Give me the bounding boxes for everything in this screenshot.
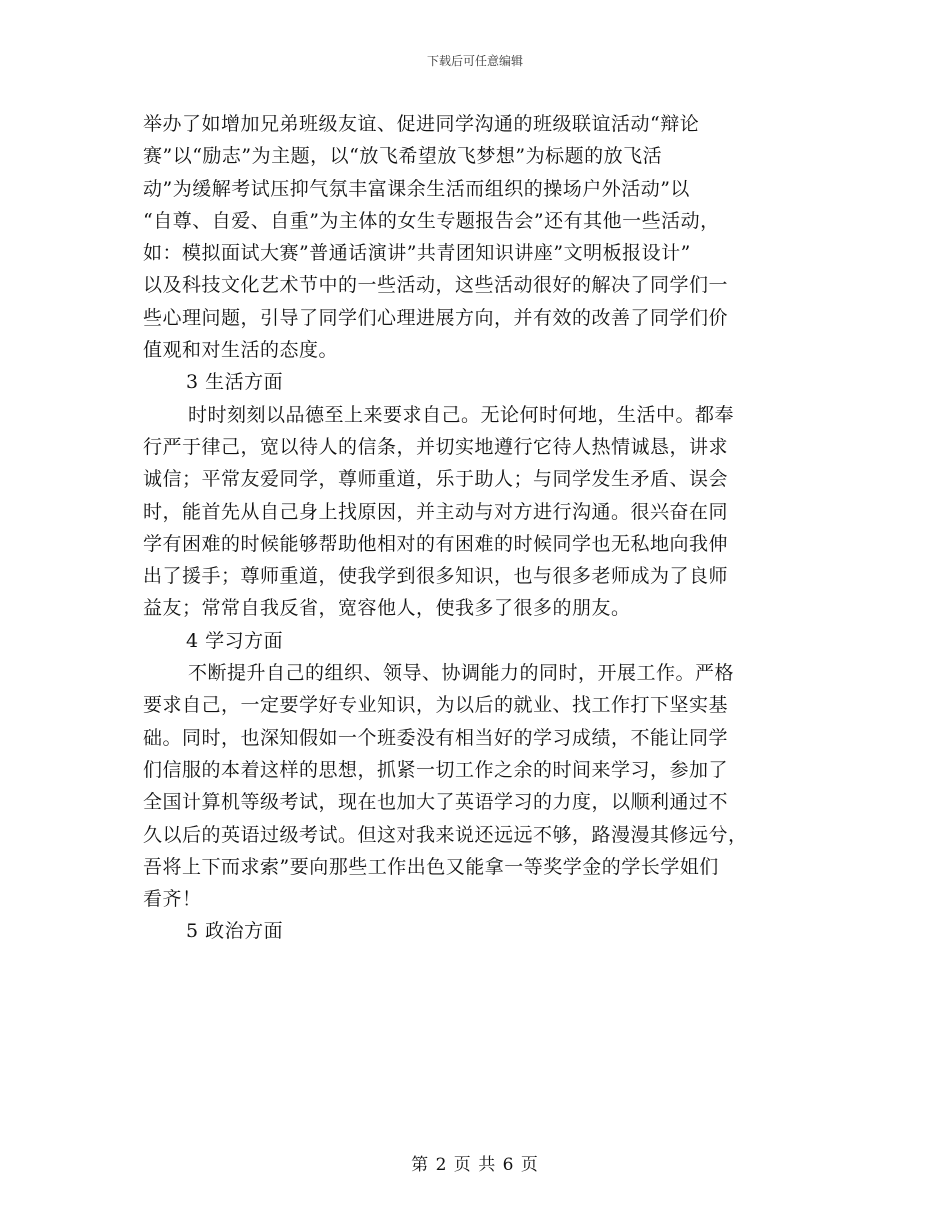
text-line: 久以后的英语过级考试。但这对我来说还远远不够，路漫漫其修远兮， [143,823,748,846]
paragraph-first-line: 时时刻刻以品德至上来要求自己。无论何时何地，生活中。都奉 [188,403,735,426]
section-heading: 3 生活方面 [186,371,284,394]
text-line: 看齐！ [143,888,202,911]
text-line: 赛”以“励志”为主题，以“放飞希望放飞梦想”为标题的放飞活 [143,145,663,168]
text-line: 出了援手；尊师重道，使我学到很多知识，也与很多老师成为了良师 [143,565,729,588]
text-line: 些心理问题，引导了同学们心理进展方向，并有效的改善了同学们价 [143,306,729,329]
text-line: 全国计算机等级考试，现在也加大了英语学习的力度，以顺利通过不 [143,791,729,814]
text-line: 学有困难的时候能够帮助他相对的有困难的时候同学也无私地向我伸 [143,532,729,555]
text-line: 以及科技文化艺术节中的一些活动，这些活动很好的解决了同学们一 [143,274,729,297]
text-line: 础。同时，也深知假如一个班委没有相当好的学习成绩，不能让同学 [143,726,729,749]
page-number-footer: 第 2 页 共 6 页 [411,1155,539,1175]
text-line: 益友；常常自我反省，宽容他人，使我多了很多的朋友。 [143,597,631,620]
text-line: 举办了如增加兄弟班级友谊、促进同学沟通的班级联谊活动“辩论 [143,113,700,135]
text-line: 时，能首先从自己身上找原因，并主动与对方进行沟通。很兴奋在同 [143,500,729,523]
text-line: 如：模拟面试大赛”普通话演讲”共青团知识讲座”文明板报设计” [143,242,691,265]
text-line: 们信服的本着这样的思想，抓紧一切工作之余的时间来学习，参加了 [143,758,729,781]
section-heading: 4 学习方面 [186,629,284,652]
text-line: 诚信；平常友爱同学，尊师重道，乐于助人；与同学发生矛盾、误会 [143,468,729,491]
section-heading: 5 政治方面 [186,920,284,943]
text-line: “自尊、自爱、自重”为主体的女生专题报告会”还有其他一些活动， [143,209,720,232]
text-line: 值观和对生活的态度。 [143,339,339,362]
text-line: 动”为缓解考试压抑气氛丰富课余生活而组织的操场户外活动”以 [143,177,690,200]
page-header: 下载后可任意编辑 [426,54,523,68]
paragraph-first-line: 不断提升自己的组织、领导、协调能力的同时，开展工作。严格 [188,662,735,685]
text-line: 要求自己，一定要学好专业知识，为以后的就业、找工作打下坚实基 [143,694,729,717]
text-line: 行严于律己，宽以待人的信条，并切实地遵行它待人热情诚恳，讲求 [143,435,729,458]
document-body [143,108,808,948]
text-line: 吾将上下而求索”要向那些工作出色又能拿一等奖学金的学长学姐们 [143,855,719,878]
